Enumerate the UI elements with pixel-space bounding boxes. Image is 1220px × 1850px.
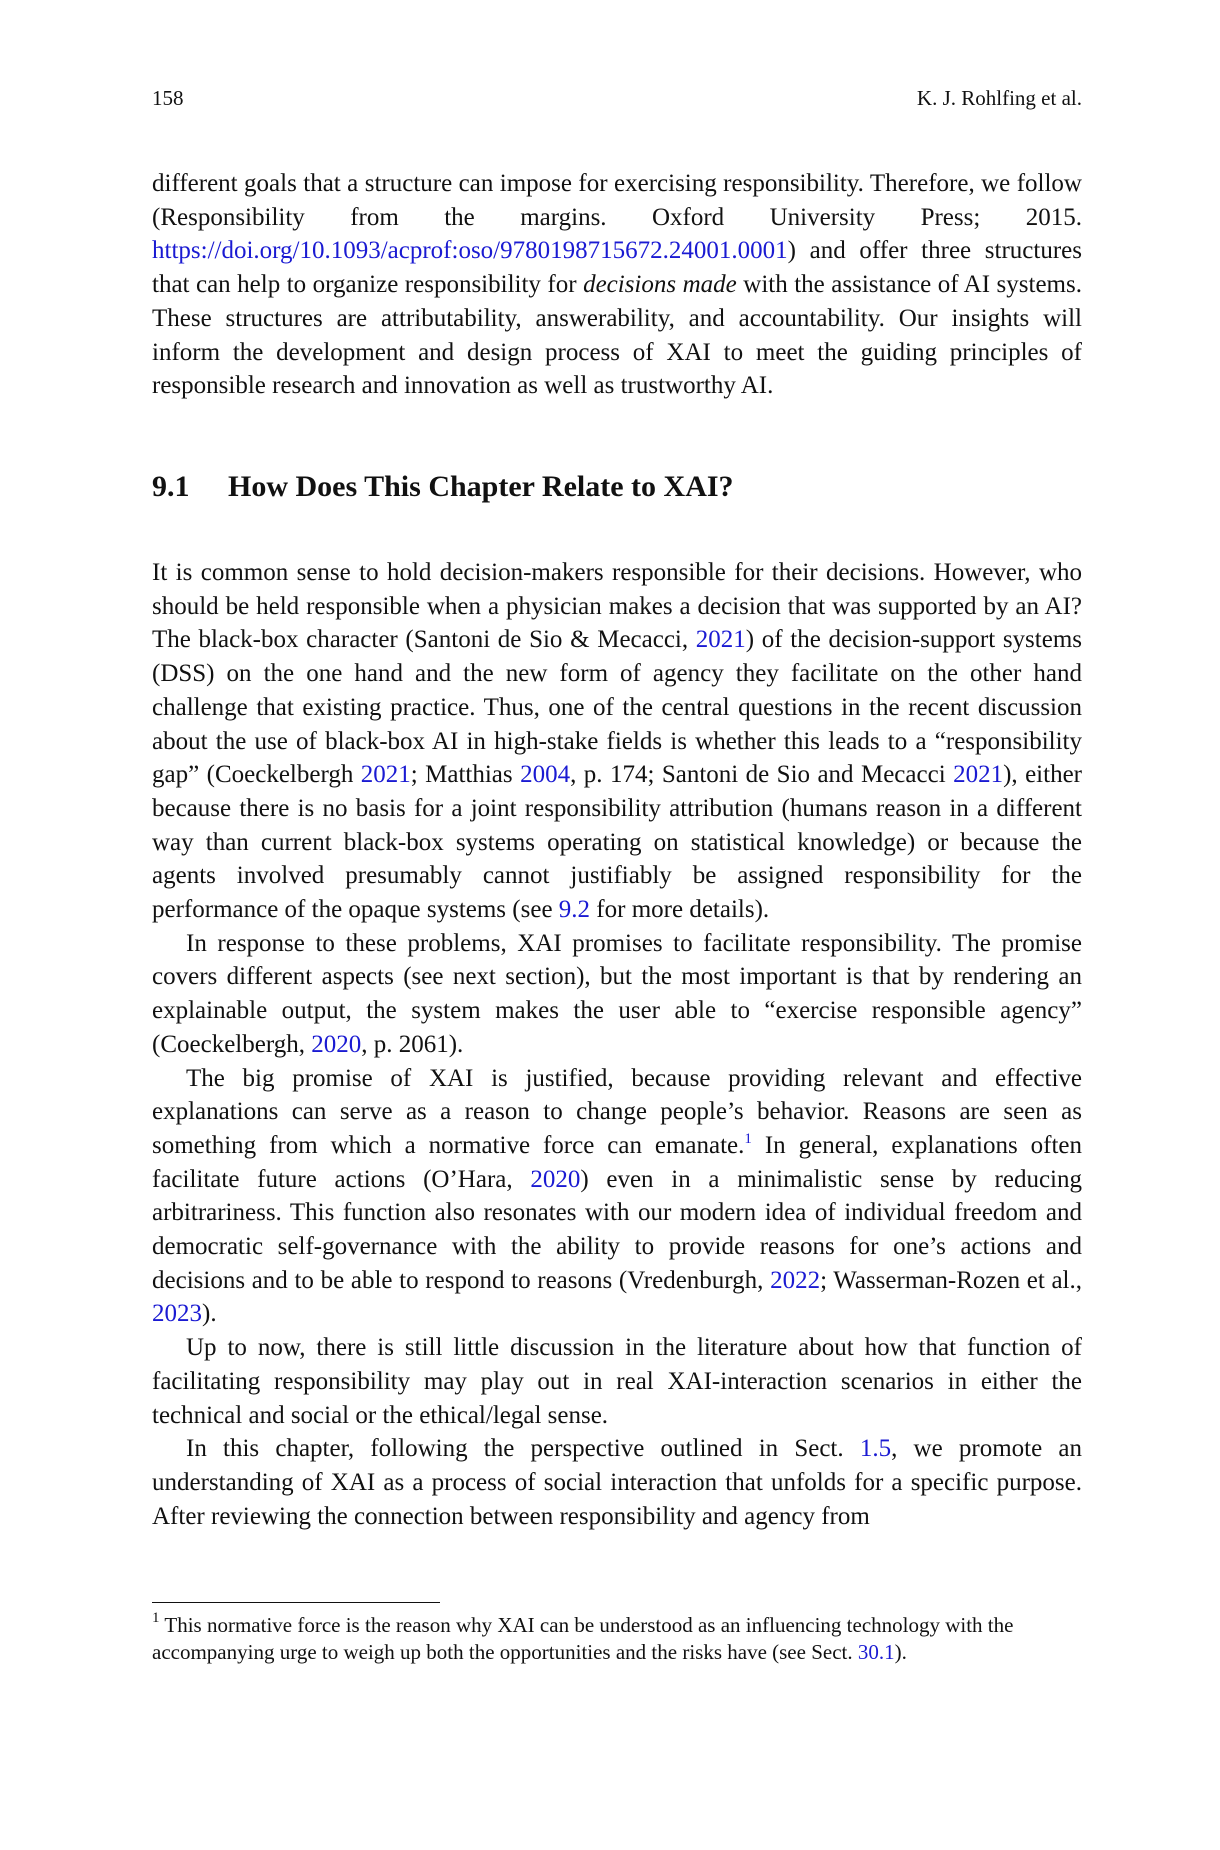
text: In this chapter, following the perspective outlined in Sect. [186, 1435, 860, 1463]
text: , we promote an understanding of XAI as a process of social interaction that unfolds for a specific purpose. After reviewing the connection between responsibility and agency from [152, 1435, 1083, 1530]
section-ref-link[interactable]: 9.2 [558, 896, 591, 924]
citation-link[interactable]: 2020 [311, 1030, 362, 1058]
text: with the assistance of AI systems. These structures are attributability, answerability, and accountability. Our insights will inform the development and design process of XAI to meet the guiding principles of responsible research and innovation as well as trustworthy AI. [152, 271, 1082, 400]
section-title: How Does This Chapter Relate to XAI? [228, 470, 734, 503]
doi-link[interactable]: https://doi.org/10.1093/acprof:oso/9780198715672.24001.0001 [152, 237, 788, 265]
text: It is common sense to hold decision-makers responsible for their decisions. However, who should be held responsible when a physician makes a decision that was supported by an AI? The black-box character (Santoni de Sio & Mecacci, [152, 559, 1082, 654]
text: ) even in a minimalistic sense by reducing arbitrariness. This function also resonates with our modern idea of individual freedom and democratic self-governance with the ability to provide reasons for one’s actions and decisions and to be able to respond to reasons (Vredenburgh, [152, 1165, 1082, 1294]
paragraph-4 [152, 1331, 1082, 1432]
text: , p. 174; Santoni de Sio and Mecacci [570, 761, 954, 789]
paragraph-2 [152, 927, 1082, 1062]
text: ) of the decision-support systems (DSS) on the one hand and the new form of agency they facilitate on the other hand challenge that existing practice. Thus, one of the central questions in the recent discussion about the use of black-box AI in high-stake fields is whether this leads to a “responsibility gap” (Coeckelbergh [152, 626, 1082, 789]
text: ). [202, 1300, 217, 1328]
section-ref-link[interactable]: 30.1 [857, 1640, 895, 1664]
footnote-ref-link[interactable]: 1 [744, 1130, 752, 1147]
text: The big promise of XAI is justified, because providing relevant and effective explanations can serve as a reason to change people’s behavior. Reasons are seen as something from which a normative force can emanate. [152, 1064, 1082, 1159]
paragraph-3 [152, 1062, 1082, 1332]
citation-link[interactable]: 2021 [953, 761, 1004, 789]
text: In response to these problems, XAI promises to facilitate responsibility. The promise covers different aspects (see next section), but the most important is that by rendering an explainable output, the system makes the user able to “exercise responsible agency” (Coeckelbergh, [152, 929, 1082, 1058]
text: In general, explanations often facilitate future actions (O’Hara, [152, 1131, 1082, 1193]
text: ), either because there is no basis for a joint responsibility attribution (humans reason in a different way than current black-box systems operating on statistical knowledge) or because the agents involved presumably cannot justifiably be assigned responsibility for the performance of the opaque systems (see [152, 761, 1082, 924]
text: ; Wasserman-Rozen et al., [820, 1266, 1082, 1294]
running-head: K. J. Rohlfing et al. [916, 86, 1082, 110]
text: Up to now, there is still little discussion in the literature about how that function of facilitating responsibility may play out in real XAI-interaction scenarios in either the technical and social or the ethical/legal sense. [152, 1334, 1082, 1429]
text: This normative force is the reason why XAI can be understood as an influencing technology with the accompanying urge to weigh up both the opportunities and the risks have (see Sect. [152, 1613, 1014, 1664]
citation-link[interactable]: 2004 [520, 761, 571, 789]
section-heading [152, 470, 734, 504]
text: ). [894, 1640, 907, 1664]
citation-link[interactable]: 2022 [770, 1266, 821, 1294]
citation-link[interactable]: 2020 [530, 1165, 581, 1193]
paragraph-5 [152, 1432, 1082, 1533]
text: ; Matthias [410, 761, 521, 789]
footnote [152, 1612, 1082, 1666]
citation-link[interactable]: 2021 [360, 761, 411, 789]
text: ) and offer three structures that can help to organize responsibility for [152, 237, 1082, 299]
intro-paragraph [152, 167, 1082, 403]
text: , p. 2061). [361, 1030, 464, 1058]
section-number: 9.1 [152, 470, 190, 503]
section-ref-link[interactable]: 1.5 [859, 1435, 892, 1463]
page-number: 158 [152, 86, 184, 110]
citation-link[interactable]: 2021 [695, 626, 746, 654]
footnote-divider [152, 1602, 440, 1603]
section-body [152, 556, 1082, 1533]
footnote-mark: 1 [152, 1610, 160, 1626]
emphasis: decisions made [583, 271, 737, 299]
text: for more details). [590, 896, 770, 924]
citation-link[interactable]: 2023 [152, 1300, 202, 1328]
text: different goals that a structure can impose for exercising responsibility. Therefore, we follow (Responsibility from the margins. Oxford University Press; 2015. [152, 170, 1082, 231]
paragraph-1 [152, 556, 1082, 927]
